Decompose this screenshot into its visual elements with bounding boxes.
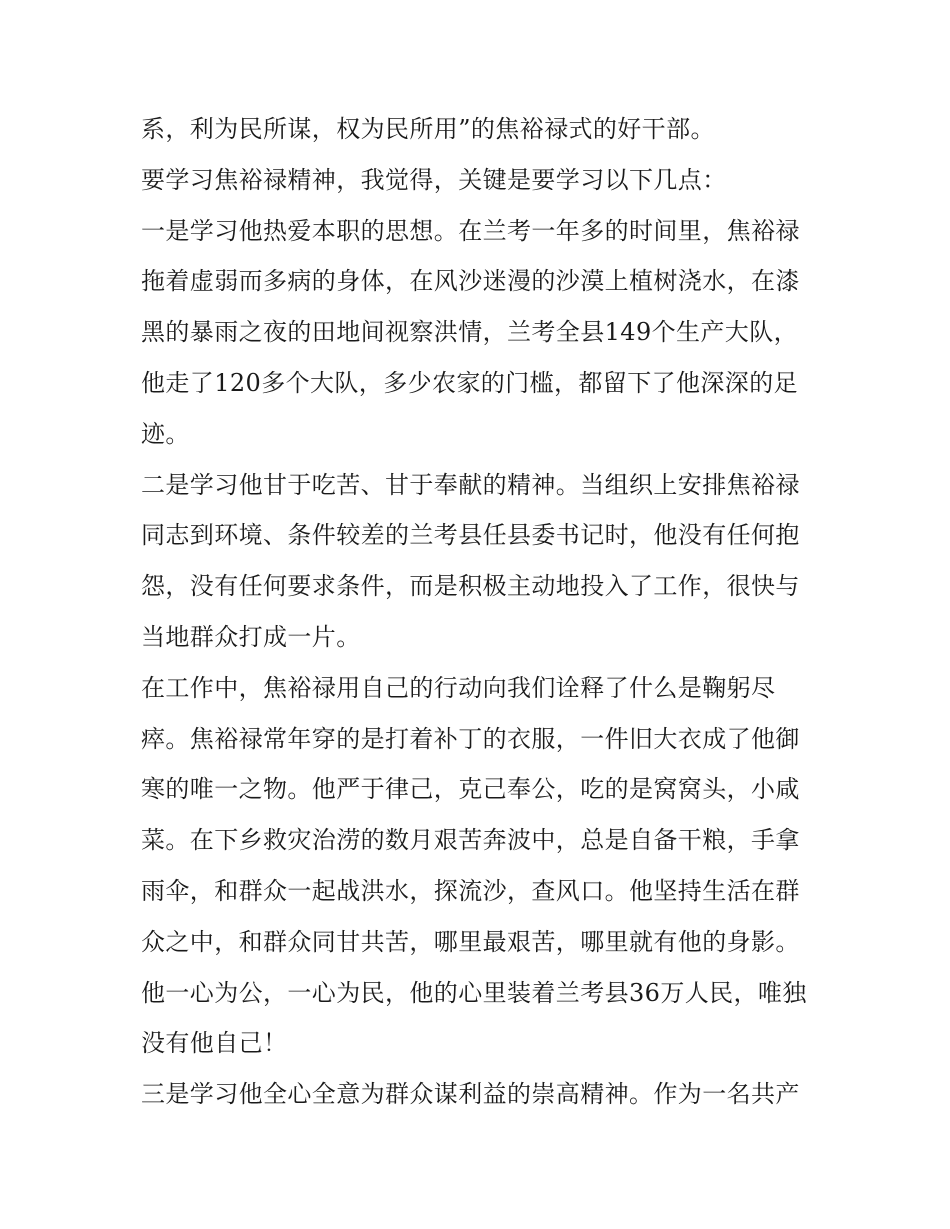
paragraph-4: 二是学习他甘于吃苦、甘于奉献的精神。当组织上安排焦裕禄同志到环境、条件较差的兰考县任县委书记时，他没有任何抱怨，没有任何要求条件，而是积极主动地投入了工作，很快与当地群众打成一片。 — [141, 470, 800, 651]
paragraph-1: 系，利为民所谋，权为民所用”的焦裕禄式的好干部。 — [141, 115, 715, 143]
document-body — [141, 104, 821, 1120]
paragraph-5: 在工作中，焦裕禄用自己的行动向我们诠释了什么是鞠躬尽瘁。焦裕禄常年穿的是打着补丁的衣服，一件旧大衣成了他御寒的唯一之物。他严于律己，克己奉公，吃的是窝窝头，小咸菜。在下乡救灾治涝的数月艰苦奔波中，总是自备干粮，手拿雨伞，和群众一起战洪水，探流沙，查风口。他坚持生活在群众之中，和群众同甘共苦，哪里最艰苦，哪里就有他的身影。他一心为公，一心为民，他的心里装着兰考县36万人民，唯独没有他自己！ — [141, 673, 807, 1058]
paragraph-6: 三是学习他全心全意为群众谋利益的崇高精神。作为一名共产 — [141, 1080, 800, 1109]
paragraph-3: 一是学习他热爱本职的思想。在兰考一年多的时间里，焦裕禄拖着虚弱而多病的身体，在风沙迷漫的沙漠上植树浇水，在漆黑的暴雨之夜的田地间视察洪情，兰考全县149个生产大队，他走了120多个大队，多少农家的门槛，都留下了他深深的足迹。 — [141, 216, 800, 448]
paragraph-2: 要学习焦裕禄精神，我觉得，关键是要学习以下几点： — [141, 165, 727, 194]
